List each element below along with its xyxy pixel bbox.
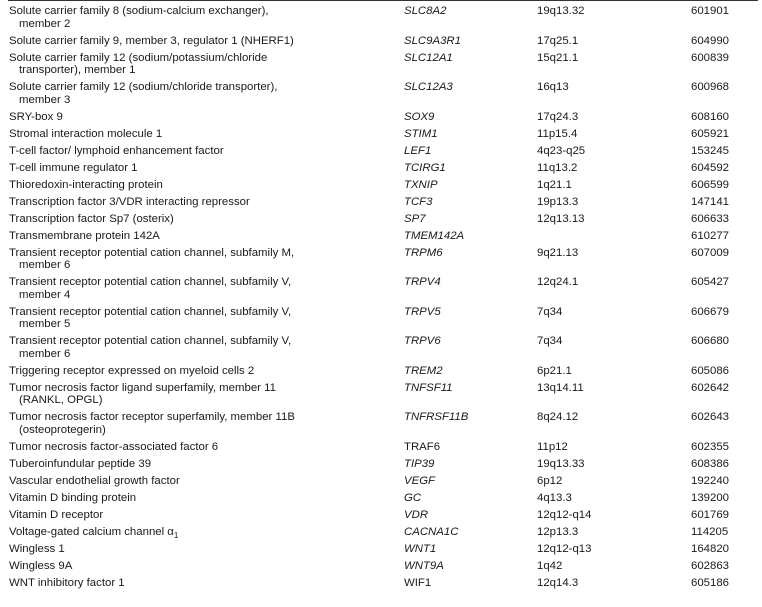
gene-name-cell	[9, 230, 160, 243]
gene-name: Wingless 1	[9, 542, 65, 555]
gene-symbol-cell: CACNA1C	[404, 525, 459, 538]
gene-name: Vascular endothelial growth factor	[9, 474, 180, 487]
omim-number-cell: 604592	[691, 161, 730, 174]
gene-name: Solute carrier family 12 (sodium/potassium/chloride	[9, 51, 268, 64]
gene-name-continuation: member 6	[19, 347, 71, 360]
omim-number-cell: 602642	[691, 381, 730, 394]
gene-name: WNT inhibitory factor 1	[9, 576, 125, 589]
gene-name-cell	[9, 162, 138, 175]
table-row	[0, 194, 762, 211]
omim-number-cell: 601769	[691, 508, 730, 521]
gene-name-cell	[9, 543, 65, 556]
chromosome-locus-cell: 1q21.1	[537, 178, 572, 191]
gene-symbol-cell: VDR	[404, 508, 429, 521]
chromosome-locus-cell: 11q13.2	[537, 161, 578, 174]
chromosome-locus-cell: 16q13	[537, 81, 569, 93]
gene-name-continuation: member 5	[19, 318, 71, 330]
gene-symbol-cell: TCF3	[404, 195, 433, 208]
gene-symbol-cell: SLC8A2	[404, 5, 447, 17]
chromosome-locus-cell: 13q14.11	[537, 381, 584, 394]
omim-number-cell: 604990	[691, 34, 730, 47]
omim-number-cell: 605186	[691, 576, 730, 589]
gene-name: Transcription factor 3/VDR interacting repressor	[9, 195, 250, 208]
gene-name-continuation: member 4	[19, 288, 71, 301]
omim-number-cell: 606680	[691, 335, 730, 347]
gene-name-cell	[9, 475, 180, 488]
omim-number-cell: 153245	[691, 144, 730, 157]
table-row	[0, 33, 762, 50]
gene-symbol-cell: TMEM142A	[404, 229, 465, 242]
gene-name: Thioredoxin-interacting protein	[9, 178, 163, 191]
table-row	[0, 274, 762, 304]
gene-name: Tuberoinfundular peptide 39	[9, 457, 152, 470]
table-row	[0, 228, 762, 245]
gene-name: Triggering receptor expressed on myeloid cells 2	[9, 364, 255, 377]
gene-name-cell	[9, 247, 294, 272]
gene-symbol-cell: TREM2	[404, 364, 443, 377]
gene-table-body	[0, 3, 762, 592]
gene-symbol-cell: TIP39	[404, 457, 435, 470]
gene-symbol-cell: LEF1	[404, 144, 432, 157]
gene-name: Transient receptor potential cation channel, subfamily V,	[9, 305, 292, 318]
gene-name-cell	[9, 81, 277, 106]
gene-name-cell	[9, 213, 174, 226]
gene-name: Transient receptor potential cation channel, subfamily V,	[9, 276, 292, 288]
table-row	[0, 490, 762, 507]
gene-name-cell	[9, 179, 163, 192]
chromosome-locus-cell: 7q34	[537, 305, 563, 318]
table-row	[0, 50, 762, 80]
omim-number-cell: 606679	[691, 305, 730, 318]
chromosome-locus-cell: 12p13.3	[537, 525, 579, 538]
gene-name: Transmembrane protein 142A	[9, 229, 160, 242]
gene-symbol-cell: SLC12A1	[404, 51, 453, 64]
gene-symbol-cell: TRPV6	[404, 335, 441, 347]
gene-symbol-cell: SLC9A3R1	[404, 34, 461, 47]
table-row	[0, 507, 762, 524]
omim-number-cell: 607009	[691, 246, 730, 259]
gene-symbol-cell: SLC12A3	[404, 81, 453, 93]
table-row	[0, 575, 762, 592]
gene-name: Tumor necrosis factor ligand superfamily, member 11	[9, 381, 276, 394]
gene-name-continuation: (RANKL, OPGL)	[19, 394, 103, 406]
gene-name-continuation: transporter), member 1	[19, 64, 136, 76]
omim-number-cell: 602643	[691, 411, 730, 423]
chromosome-locus-cell: 17q25.1	[537, 34, 579, 47]
chromosome-locus-cell: 8q24.12	[537, 411, 579, 423]
omim-number-cell: 610277	[691, 229, 730, 242]
table-row	[0, 143, 762, 160]
chromosome-locus-cell: 12q24.1	[537, 276, 579, 288]
table-row	[0, 304, 762, 334]
chromosome-locus-cell: 11p12	[537, 440, 568, 453]
gene-symbol-cell: STIM1	[404, 127, 438, 140]
gene-name-cell	[9, 5, 269, 30]
table-row	[0, 126, 762, 143]
gene-name-continuation: member 6	[19, 259, 71, 271]
gene-symbol-cell: GC	[404, 491, 422, 504]
table-row	[0, 380, 762, 410]
chromosome-locus-cell: 6p12	[537, 474, 563, 487]
gene-name: T-cell factor/ lymphoid enhancement factor	[9, 144, 224, 157]
omim-number-cell: 164820	[691, 542, 730, 555]
chromosome-locus-cell: 1q42	[537, 559, 563, 572]
gene-name-continuation: member 3	[19, 93, 71, 106]
gene-name-cell	[9, 365, 254, 378]
gene-name-cell	[9, 577, 125, 590]
table-row	[0, 109, 762, 126]
table-row	[0, 211, 762, 228]
gene-name: T-cell immune regulator 1	[9, 161, 138, 174]
gene-name-cell	[9, 560, 72, 573]
gene-name-cell	[9, 526, 178, 540]
gene-symbol-cell: TRAF6	[404, 440, 441, 453]
gene-name-cell	[9, 276, 291, 301]
gene-name: Solute carrier family 12 (sodium/chloride transporter),	[9, 81, 278, 93]
gene-symbol-cell: TCIRG1	[404, 161, 446, 174]
chromosome-locus-cell: 19p13.3	[537, 195, 579, 208]
gene-symbol-cell: TNFRSF11B	[404, 411, 469, 423]
gene-symbol-cell: WIF1	[404, 576, 432, 589]
gene-name: Vitamin D binding protein	[9, 491, 137, 504]
gene-name: Tumor necrosis factor receptor superfamily, member 11B	[9, 411, 295, 423]
gene-name: Wingless 9A	[9, 559, 73, 572]
omim-number-cell: 608386	[691, 457, 730, 470]
gene-symbol-cell: TNFSF11	[404, 381, 453, 394]
gene-name-cell	[9, 35, 294, 48]
gene-name-cell	[9, 458, 151, 471]
omim-number-cell: 192240	[691, 474, 730, 487]
gene-name-cell	[9, 128, 162, 141]
gene-name-cell	[9, 196, 250, 209]
gene-name: Solute carrier family 8 (sodium-calcium exchanger),	[9, 5, 269, 17]
gene-name-cell	[9, 411, 295, 436]
table-row	[0, 456, 762, 473]
gene-symbol-cell: SOX9	[404, 110, 435, 123]
gene-symbol-cell: SP7	[404, 212, 426, 225]
table-row	[0, 524, 762, 541]
table-row	[0, 541, 762, 558]
omim-number-cell: 605427	[691, 276, 730, 288]
table-row	[0, 3, 762, 33]
omim-number-cell: 601901	[691, 5, 730, 17]
chromosome-locus-cell: 6p21.1	[537, 364, 572, 377]
omim-number-cell: 139200	[691, 491, 730, 504]
table-row	[0, 473, 762, 490]
omim-number-cell: 605921	[691, 127, 730, 140]
chromosome-locus-cell: 7q34	[537, 335, 563, 347]
gene-name-cell	[9, 492, 136, 505]
table-row	[0, 409, 762, 439]
omim-number-cell: 602355	[691, 440, 730, 453]
chromosome-locus-cell: 17q24.3	[537, 110, 579, 123]
gene-symbol-cell: TRPV5	[404, 305, 441, 318]
chromosome-locus-cell: 11p15.4	[537, 127, 578, 140]
gene-symbol-cell: TRPV4	[404, 276, 441, 288]
gene-name: Vitamin D receptor	[9, 508, 104, 521]
gene-name-continuation: (osteoprotegerin)	[19, 423, 106, 436]
gene-name: Transient receptor potential cation channel, subfamily M,	[9, 246, 295, 259]
table-row	[0, 245, 762, 275]
omim-number-cell: 608160	[691, 110, 730, 123]
omim-number-cell: 605086	[691, 364, 730, 377]
gene-name-cell	[9, 441, 218, 454]
gene-symbol-cell: TXNIP	[404, 178, 438, 191]
chromosome-locus-cell: 19q13.32	[537, 5, 585, 17]
chromosome-locus-cell: 12q14.3	[537, 576, 579, 589]
omim-number-cell: 606599	[691, 178, 730, 191]
chromosome-locus-cell: 4q13.3	[537, 491, 572, 504]
gene-name: SRY-box 9	[9, 110, 63, 123]
table-row	[0, 439, 762, 456]
gene-name-cell	[9, 335, 291, 360]
gene-name: Solute carrier family 9, member 3, regulator 1 (NHERF1)	[9, 34, 294, 47]
omim-number-cell: 602863	[691, 559, 730, 572]
gene-name-cell	[9, 145, 224, 158]
gene-name-cell	[9, 306, 291, 331]
gene-symbol-cell: TRPM6	[404, 246, 443, 259]
gene-symbol-cell: VEGF	[404, 474, 436, 487]
gene-name-cell	[9, 111, 63, 124]
gene-name: Stromal interaction molecule 1	[9, 127, 163, 140]
chromosome-locus-cell: 15q21.1	[537, 51, 579, 64]
gene-name: Tumor necrosis factor-associated factor 6	[9, 440, 219, 453]
gene-name-cell	[9, 382, 276, 407]
omim-number-cell: 606633	[691, 212, 730, 225]
gene-name: Transcription factor Sp7 (osterix)	[9, 212, 174, 225]
gene-symbol-cell: WNT1	[404, 542, 437, 555]
gene-symbol-cell: WNT9A	[404, 559, 444, 572]
table-row	[0, 160, 762, 177]
chromosome-locus-cell: 4q23-q25	[537, 144, 586, 157]
gene-name-subscript: 1	[173, 530, 179, 540]
table-row	[0, 333, 762, 363]
chromosome-locus-cell: 12q12-q14	[537, 508, 592, 521]
table-row	[0, 177, 762, 194]
gene-name: Voltage-gated calcium channel α	[9, 525, 174, 538]
table-row	[0, 363, 762, 380]
chromosome-locus-cell: 19q13.33	[537, 457, 585, 470]
omim-number-cell: 600839	[691, 51, 730, 64]
gene-name-cell	[9, 509, 103, 522]
gene-name-cell	[9, 52, 267, 77]
chromosome-locus-cell: 12q13.13	[537, 212, 585, 225]
table-row	[0, 79, 762, 109]
chromosome-locus-cell: 9q21.13	[537, 246, 579, 259]
gene-name-continuation: member 2	[19, 17, 71, 30]
table-row	[0, 558, 762, 575]
omim-number-cell: 600968	[691, 81, 730, 93]
omim-number-cell: 114205	[691, 525, 729, 538]
gene-name: Transient receptor potential cation channel, subfamily V,	[9, 335, 292, 347]
omim-number-cell: 147141	[691, 195, 730, 208]
table-top-rule	[8, 0, 758, 1]
chromosome-locus-cell: 12q12-q13	[537, 542, 592, 555]
